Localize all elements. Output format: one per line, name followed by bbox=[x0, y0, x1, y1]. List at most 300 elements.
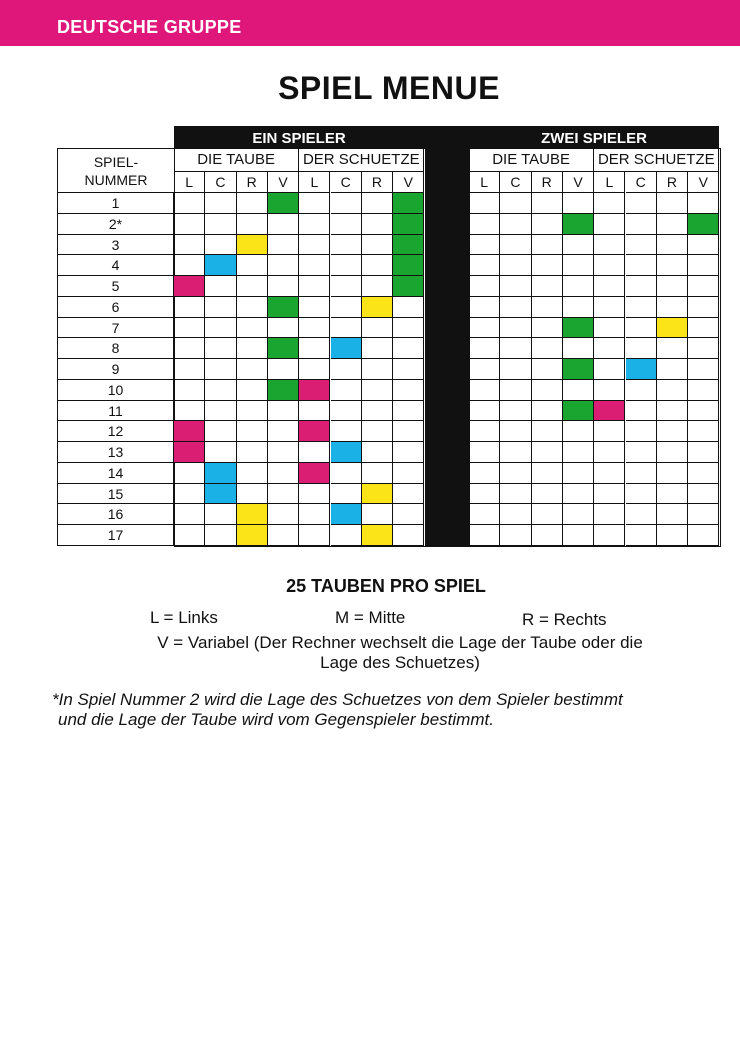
empty-cell bbox=[500, 380, 531, 401]
marked-cell bbox=[362, 484, 393, 505]
empty-cell bbox=[657, 401, 688, 422]
empty-cell bbox=[362, 401, 393, 422]
empty-cell bbox=[563, 442, 594, 463]
empty-cell bbox=[205, 214, 236, 235]
empty-cell bbox=[688, 484, 719, 505]
empty-cell bbox=[626, 193, 657, 214]
marked-cell bbox=[205, 255, 236, 276]
legend-mitte: M = Mitte bbox=[335, 608, 406, 627]
empty-cell bbox=[237, 484, 268, 505]
marked-cell bbox=[268, 193, 299, 214]
empty-cell bbox=[594, 276, 625, 297]
empty-cell bbox=[237, 338, 268, 359]
empty-cell bbox=[205, 380, 236, 401]
marked-cell bbox=[362, 525, 393, 546]
empty-cell bbox=[299, 255, 330, 276]
empty-cell bbox=[205, 525, 236, 546]
empty-cell bbox=[532, 463, 563, 484]
legend-variabel-line1: V = Variabel (Der Rechner wechselt die Lage der Taube oder die bbox=[157, 633, 643, 652]
marked-cell bbox=[563, 318, 594, 339]
column-letter: L bbox=[174, 172, 205, 193]
empty-cell bbox=[657, 193, 688, 214]
empty-cell bbox=[500, 504, 531, 525]
empty-cell bbox=[205, 504, 236, 525]
marked-cell bbox=[657, 318, 688, 339]
game-number: 4 bbox=[57, 255, 174, 276]
empty-cell bbox=[594, 318, 625, 339]
game-number: 8 bbox=[57, 338, 174, 359]
marked-cell bbox=[268, 297, 299, 318]
marked-cell bbox=[205, 484, 236, 505]
empty-cell bbox=[362, 318, 393, 339]
empty-cell bbox=[268, 525, 299, 546]
marked-cell bbox=[299, 421, 330, 442]
empty-cell bbox=[237, 193, 268, 214]
empty-cell bbox=[174, 193, 205, 214]
empty-cell bbox=[563, 338, 594, 359]
empty-cell bbox=[594, 359, 625, 380]
empty-cell bbox=[268, 235, 299, 256]
empty-cell bbox=[362, 214, 393, 235]
empty-cell bbox=[626, 235, 657, 256]
empty-cell bbox=[174, 318, 205, 339]
empty-cell bbox=[626, 484, 657, 505]
empty-cell bbox=[594, 214, 625, 235]
empty-cell bbox=[299, 401, 330, 422]
column-letter: R bbox=[657, 172, 688, 193]
empty-cell bbox=[626, 463, 657, 484]
empty-cell bbox=[393, 297, 424, 318]
marked-cell bbox=[563, 401, 594, 422]
empty-cell bbox=[688, 359, 719, 380]
column-letter: V bbox=[268, 172, 299, 193]
empty-cell bbox=[626, 442, 657, 463]
empty-cell bbox=[237, 255, 268, 276]
empty-cell bbox=[532, 255, 563, 276]
empty-cell bbox=[237, 401, 268, 422]
empty-cell bbox=[205, 359, 236, 380]
empty-cell bbox=[594, 297, 625, 318]
empty-cell bbox=[594, 193, 625, 214]
marked-cell bbox=[268, 380, 299, 401]
game-number: 6 bbox=[57, 297, 174, 318]
column-letter: L bbox=[594, 172, 625, 193]
empty-cell bbox=[393, 380, 424, 401]
empty-cell bbox=[393, 359, 424, 380]
empty-cell bbox=[532, 297, 563, 318]
group-header: DIE TAUBE bbox=[469, 148, 594, 172]
empty-cell bbox=[362, 193, 393, 214]
empty-cell bbox=[237, 276, 268, 297]
empty-cell bbox=[174, 401, 205, 422]
empty-cell bbox=[362, 421, 393, 442]
empty-cell bbox=[268, 504, 299, 525]
empty-cell bbox=[657, 380, 688, 401]
empty-cell bbox=[563, 504, 594, 525]
empty-cell bbox=[532, 401, 563, 422]
empty-cell bbox=[469, 193, 500, 214]
marked-cell bbox=[237, 504, 268, 525]
empty-cell bbox=[626, 255, 657, 276]
section-label: DEUTSCHE GRUPPE bbox=[57, 17, 242, 37]
empty-cell bbox=[362, 338, 393, 359]
empty-cell bbox=[563, 421, 594, 442]
marked-cell bbox=[393, 193, 424, 214]
game-number: 7 bbox=[57, 318, 174, 339]
column-letter: L bbox=[299, 172, 330, 193]
empty-cell bbox=[237, 359, 268, 380]
game-number: 5 bbox=[57, 276, 174, 297]
empty-cell bbox=[532, 442, 563, 463]
empty-cell bbox=[594, 463, 625, 484]
empty-cell bbox=[532, 276, 563, 297]
empty-cell bbox=[237, 442, 268, 463]
game-number: 17 bbox=[57, 525, 174, 546]
empty-cell bbox=[626, 401, 657, 422]
empty-cell bbox=[469, 504, 500, 525]
empty-cell bbox=[469, 359, 500, 380]
marked-cell bbox=[299, 463, 330, 484]
game-number: 1 bbox=[57, 193, 174, 214]
empty-cell bbox=[205, 338, 236, 359]
empty-cell bbox=[174, 484, 205, 505]
marked-cell bbox=[362, 297, 393, 318]
empty-cell bbox=[174, 214, 205, 235]
empty-cell bbox=[626, 318, 657, 339]
empty-cell bbox=[688, 297, 719, 318]
group-header: DIE TAUBE bbox=[174, 148, 299, 172]
game-number: 10 bbox=[57, 380, 174, 401]
empty-cell bbox=[393, 484, 424, 505]
empty-cell bbox=[393, 338, 424, 359]
empty-cell bbox=[626, 421, 657, 442]
empty-cell bbox=[532, 504, 563, 525]
empty-cell bbox=[657, 421, 688, 442]
marked-cell bbox=[237, 235, 268, 256]
empty-cell bbox=[469, 276, 500, 297]
empty-cell bbox=[362, 380, 393, 401]
empty-cell bbox=[500, 255, 531, 276]
empty-cell bbox=[532, 338, 563, 359]
empty-cell bbox=[299, 214, 330, 235]
empty-cell bbox=[594, 421, 625, 442]
empty-cell bbox=[500, 421, 531, 442]
empty-cell bbox=[205, 442, 236, 463]
empty-cell bbox=[299, 442, 330, 463]
empty-cell bbox=[469, 484, 500, 505]
empty-cell bbox=[174, 504, 205, 525]
empty-cell bbox=[268, 484, 299, 505]
game-number: 9 bbox=[57, 359, 174, 380]
empty-cell bbox=[594, 338, 625, 359]
row-header-label bbox=[57, 148, 174, 193]
empty-cell bbox=[626, 525, 657, 546]
empty-cell bbox=[331, 421, 362, 442]
empty-cell bbox=[500, 235, 531, 256]
column-letter: C bbox=[331, 172, 362, 193]
empty-cell bbox=[657, 338, 688, 359]
empty-cell bbox=[563, 297, 594, 318]
game-number: 16 bbox=[57, 504, 174, 525]
empty-cell bbox=[626, 276, 657, 297]
group-header: DER SCHUETZE bbox=[594, 148, 719, 172]
column-letter: C bbox=[500, 172, 531, 193]
footnote-line2: und die Lage der Taube wird vom Gegenspieler bestimmt. bbox=[58, 710, 494, 729]
empty-cell bbox=[469, 318, 500, 339]
mode-header: EIN SPIELER bbox=[174, 126, 424, 148]
empty-cell bbox=[331, 401, 362, 422]
empty-cell bbox=[174, 463, 205, 484]
legend-variabel bbox=[60, 633, 740, 673]
marked-cell bbox=[205, 463, 236, 484]
empty-cell bbox=[205, 193, 236, 214]
empty-cell bbox=[362, 276, 393, 297]
empty-cell bbox=[469, 401, 500, 422]
marked-cell bbox=[563, 214, 594, 235]
subtitle: 25 TAUBEN PRO SPIEL bbox=[286, 576, 486, 596]
empty-cell bbox=[331, 235, 362, 256]
empty-cell bbox=[688, 421, 719, 442]
empty-cell bbox=[237, 297, 268, 318]
empty-cell bbox=[563, 193, 594, 214]
empty-cell bbox=[500, 484, 531, 505]
empty-cell bbox=[469, 380, 500, 401]
empty-cell bbox=[563, 484, 594, 505]
empty-cell bbox=[688, 504, 719, 525]
column-letter: C bbox=[205, 172, 236, 193]
game-number: 15 bbox=[57, 484, 174, 505]
empty-cell bbox=[532, 193, 563, 214]
empty-cell bbox=[331, 525, 362, 546]
column-letter: R bbox=[532, 172, 563, 193]
empty-cell bbox=[362, 442, 393, 463]
empty-cell bbox=[532, 235, 563, 256]
empty-cell bbox=[563, 525, 594, 546]
game-number: 3 bbox=[57, 235, 174, 256]
empty-cell bbox=[268, 401, 299, 422]
empty-cell bbox=[688, 235, 719, 256]
empty-cell bbox=[174, 380, 205, 401]
empty-cell bbox=[362, 504, 393, 525]
empty-cell bbox=[299, 276, 330, 297]
empty-cell bbox=[237, 380, 268, 401]
header-bar bbox=[0, 0, 740, 46]
marked-cell bbox=[594, 401, 625, 422]
empty-cell bbox=[594, 525, 625, 546]
block-divider bbox=[424, 126, 469, 547]
empty-cell bbox=[594, 255, 625, 276]
empty-cell bbox=[688, 401, 719, 422]
empty-cell bbox=[500, 442, 531, 463]
empty-cell bbox=[688, 318, 719, 339]
marked-cell bbox=[174, 421, 205, 442]
empty-cell bbox=[331, 380, 362, 401]
marked-cell bbox=[331, 504, 362, 525]
empty-cell bbox=[331, 276, 362, 297]
empty-cell bbox=[299, 338, 330, 359]
column-letter: V bbox=[393, 172, 424, 193]
empty-cell bbox=[268, 421, 299, 442]
empty-cell bbox=[626, 338, 657, 359]
empty-cell bbox=[657, 235, 688, 256]
marked-cell bbox=[393, 235, 424, 256]
empty-cell bbox=[563, 235, 594, 256]
marked-cell bbox=[174, 276, 205, 297]
empty-cell bbox=[237, 214, 268, 235]
row-header-line: NUMMER bbox=[84, 172, 148, 188]
empty-cell bbox=[469, 525, 500, 546]
empty-cell bbox=[237, 421, 268, 442]
game-number: 11 bbox=[57, 401, 174, 422]
empty-cell bbox=[469, 255, 500, 276]
empty-cell bbox=[299, 484, 330, 505]
empty-cell bbox=[657, 276, 688, 297]
marked-cell bbox=[268, 338, 299, 359]
empty-cell bbox=[469, 421, 500, 442]
column-letter: R bbox=[237, 172, 268, 193]
empty-cell bbox=[268, 318, 299, 339]
empty-cell bbox=[657, 442, 688, 463]
empty-cell bbox=[626, 297, 657, 318]
group-header: DER SCHUETZE bbox=[299, 148, 424, 172]
empty-cell bbox=[532, 318, 563, 339]
empty-cell bbox=[331, 359, 362, 380]
empty-cell bbox=[500, 359, 531, 380]
empty-cell bbox=[362, 235, 393, 256]
marked-cell bbox=[688, 214, 719, 235]
empty-cell bbox=[626, 380, 657, 401]
empty-cell bbox=[205, 401, 236, 422]
empty-cell bbox=[205, 276, 236, 297]
empty-cell bbox=[331, 214, 362, 235]
empty-cell bbox=[174, 255, 205, 276]
empty-cell bbox=[688, 193, 719, 214]
empty-cell bbox=[237, 463, 268, 484]
empty-cell bbox=[362, 359, 393, 380]
empty-cell bbox=[299, 235, 330, 256]
empty-cell bbox=[469, 338, 500, 359]
empty-cell bbox=[532, 380, 563, 401]
empty-cell bbox=[532, 359, 563, 380]
empty-cell bbox=[331, 484, 362, 505]
empty-cell bbox=[688, 442, 719, 463]
empty-cell bbox=[268, 442, 299, 463]
empty-cell bbox=[657, 214, 688, 235]
empty-cell bbox=[469, 235, 500, 256]
game-number: 12 bbox=[57, 421, 174, 442]
empty-cell bbox=[174, 359, 205, 380]
empty-cell bbox=[393, 421, 424, 442]
legend-rechts: R = Rechts bbox=[522, 610, 607, 629]
empty-cell bbox=[268, 255, 299, 276]
empty-cell bbox=[331, 193, 362, 214]
mode-header: ZWEI SPIELER bbox=[469, 126, 719, 148]
empty-cell bbox=[500, 318, 531, 339]
empty-cell bbox=[594, 235, 625, 256]
empty-cell bbox=[563, 255, 594, 276]
column-letter: V bbox=[688, 172, 719, 193]
marked-cell bbox=[331, 338, 362, 359]
legend-variabel-line2: Lage des Schuetzes) bbox=[320, 653, 480, 672]
empty-cell bbox=[331, 463, 362, 484]
empty-cell bbox=[393, 463, 424, 484]
empty-cell bbox=[299, 359, 330, 380]
empty-cell bbox=[500, 297, 531, 318]
empty-cell bbox=[174, 525, 205, 546]
empty-cell bbox=[237, 318, 268, 339]
empty-cell bbox=[393, 504, 424, 525]
page-title: SPIEL MENUE bbox=[278, 70, 500, 106]
empty-cell bbox=[205, 421, 236, 442]
empty-cell bbox=[626, 214, 657, 235]
marked-cell bbox=[563, 359, 594, 380]
empty-cell bbox=[532, 421, 563, 442]
empty-cell bbox=[331, 297, 362, 318]
empty-cell bbox=[393, 442, 424, 463]
empty-cell bbox=[469, 297, 500, 318]
marked-cell bbox=[393, 214, 424, 235]
empty-cell bbox=[657, 255, 688, 276]
empty-cell bbox=[500, 193, 531, 214]
empty-cell bbox=[500, 338, 531, 359]
empty-cell bbox=[174, 297, 205, 318]
empty-cell bbox=[500, 276, 531, 297]
empty-cell bbox=[393, 525, 424, 546]
empty-cell bbox=[331, 318, 362, 339]
empty-cell bbox=[331, 255, 362, 276]
empty-cell bbox=[500, 401, 531, 422]
empty-cell bbox=[299, 525, 330, 546]
empty-cell bbox=[500, 214, 531, 235]
marked-cell bbox=[393, 255, 424, 276]
empty-cell bbox=[299, 504, 330, 525]
game-number: 14 bbox=[57, 463, 174, 484]
empty-cell bbox=[362, 463, 393, 484]
game-number: 13 bbox=[57, 442, 174, 463]
empty-cell bbox=[299, 318, 330, 339]
empty-cell bbox=[268, 463, 299, 484]
empty-cell bbox=[299, 297, 330, 318]
empty-cell bbox=[532, 525, 563, 546]
empty-cell bbox=[688, 338, 719, 359]
empty-cell bbox=[362, 255, 393, 276]
column-letter: R bbox=[362, 172, 393, 193]
empty-cell bbox=[688, 380, 719, 401]
empty-cell bbox=[268, 359, 299, 380]
empty-cell bbox=[500, 463, 531, 484]
empty-cell bbox=[657, 525, 688, 546]
empty-cell bbox=[205, 235, 236, 256]
empty-cell bbox=[563, 463, 594, 484]
marked-cell bbox=[174, 442, 205, 463]
empty-cell bbox=[469, 463, 500, 484]
column-letter: L bbox=[469, 172, 500, 193]
empty-cell bbox=[657, 463, 688, 484]
empty-cell bbox=[688, 525, 719, 546]
empty-cell bbox=[594, 442, 625, 463]
empty-cell bbox=[174, 235, 205, 256]
legend-links: L = Links bbox=[150, 608, 218, 627]
column-letter: V bbox=[563, 172, 594, 193]
empty-cell bbox=[268, 214, 299, 235]
empty-cell bbox=[657, 484, 688, 505]
game-number: 2* bbox=[57, 214, 174, 235]
empty-cell bbox=[174, 338, 205, 359]
marked-cell bbox=[626, 359, 657, 380]
empty-cell bbox=[393, 401, 424, 422]
empty-cell bbox=[594, 484, 625, 505]
empty-cell bbox=[626, 504, 657, 525]
